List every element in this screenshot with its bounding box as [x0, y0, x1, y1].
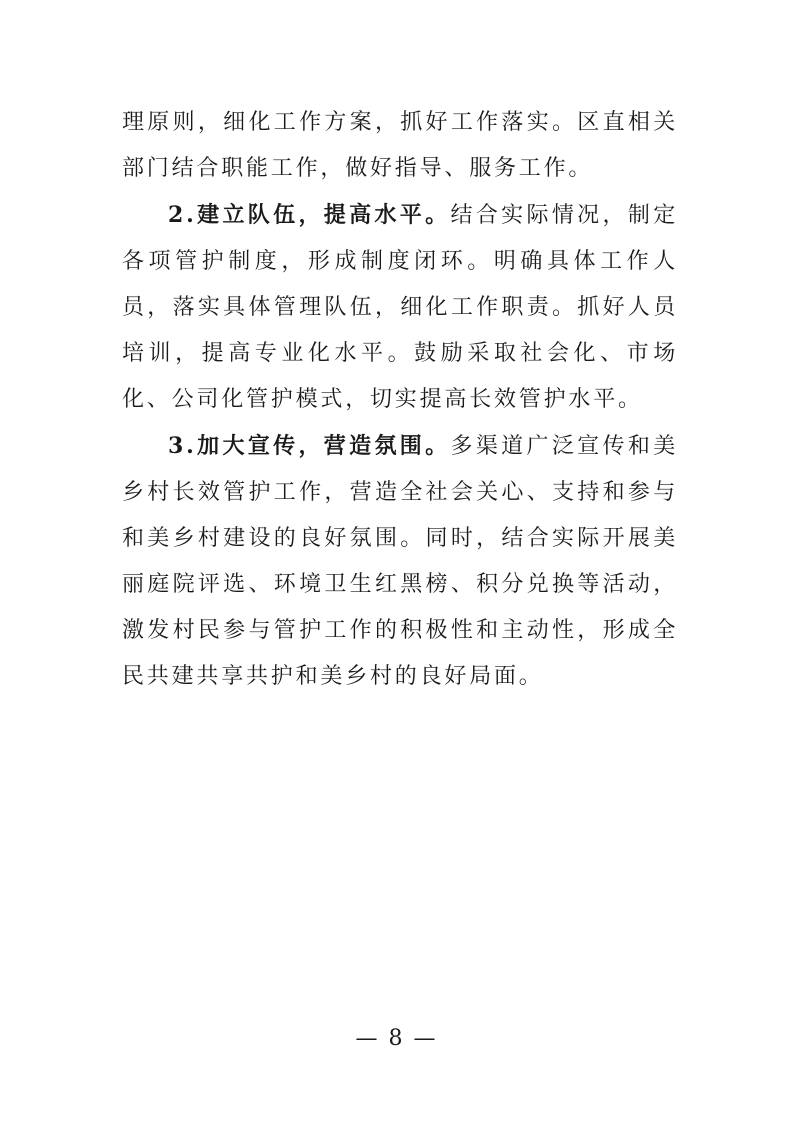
document-body [122, 100, 678, 700]
paragraph-publicity [122, 423, 678, 700]
paragraph-build-team [122, 192, 678, 423]
paragraph-text: 结合实际情况，制定各项管护制度，形成制度闭环。明确具体工作人员，落实具体管理队伍，细化工作职责。抓好人员培训，提高专业化水平。鼓励采取社会化、市场化、公司化管护模式，切实提高长效管护水平。 [122, 203, 678, 412]
paragraph-heading: 2.建立队伍，提高水平。 [168, 202, 451, 228]
paragraph-text: 多渠道广泛宣传和美乡村长效管护工作，营造全社会关心、支持和参与和美乡村建设的良好氛围。同时，结合实际开展美丽庭院评选、环境卫生红黑榜、积分兑换等活动，激发村民参与管护工作的积极性和主动性，形成全民共建共享共护和美乡村的良好局面。 [122, 434, 678, 689]
page-number: — 8 — [355, 1026, 438, 1051]
paragraph-text: 理原则，细化工作方案，抓好工作落实。区直相关部门结合职能工作，做好指导、服务工作。 [122, 110, 678, 181]
paragraph-heading: 3.加大宣传，营造氛围。 [168, 433, 451, 459]
paragraph-continuation [122, 100, 678, 192]
